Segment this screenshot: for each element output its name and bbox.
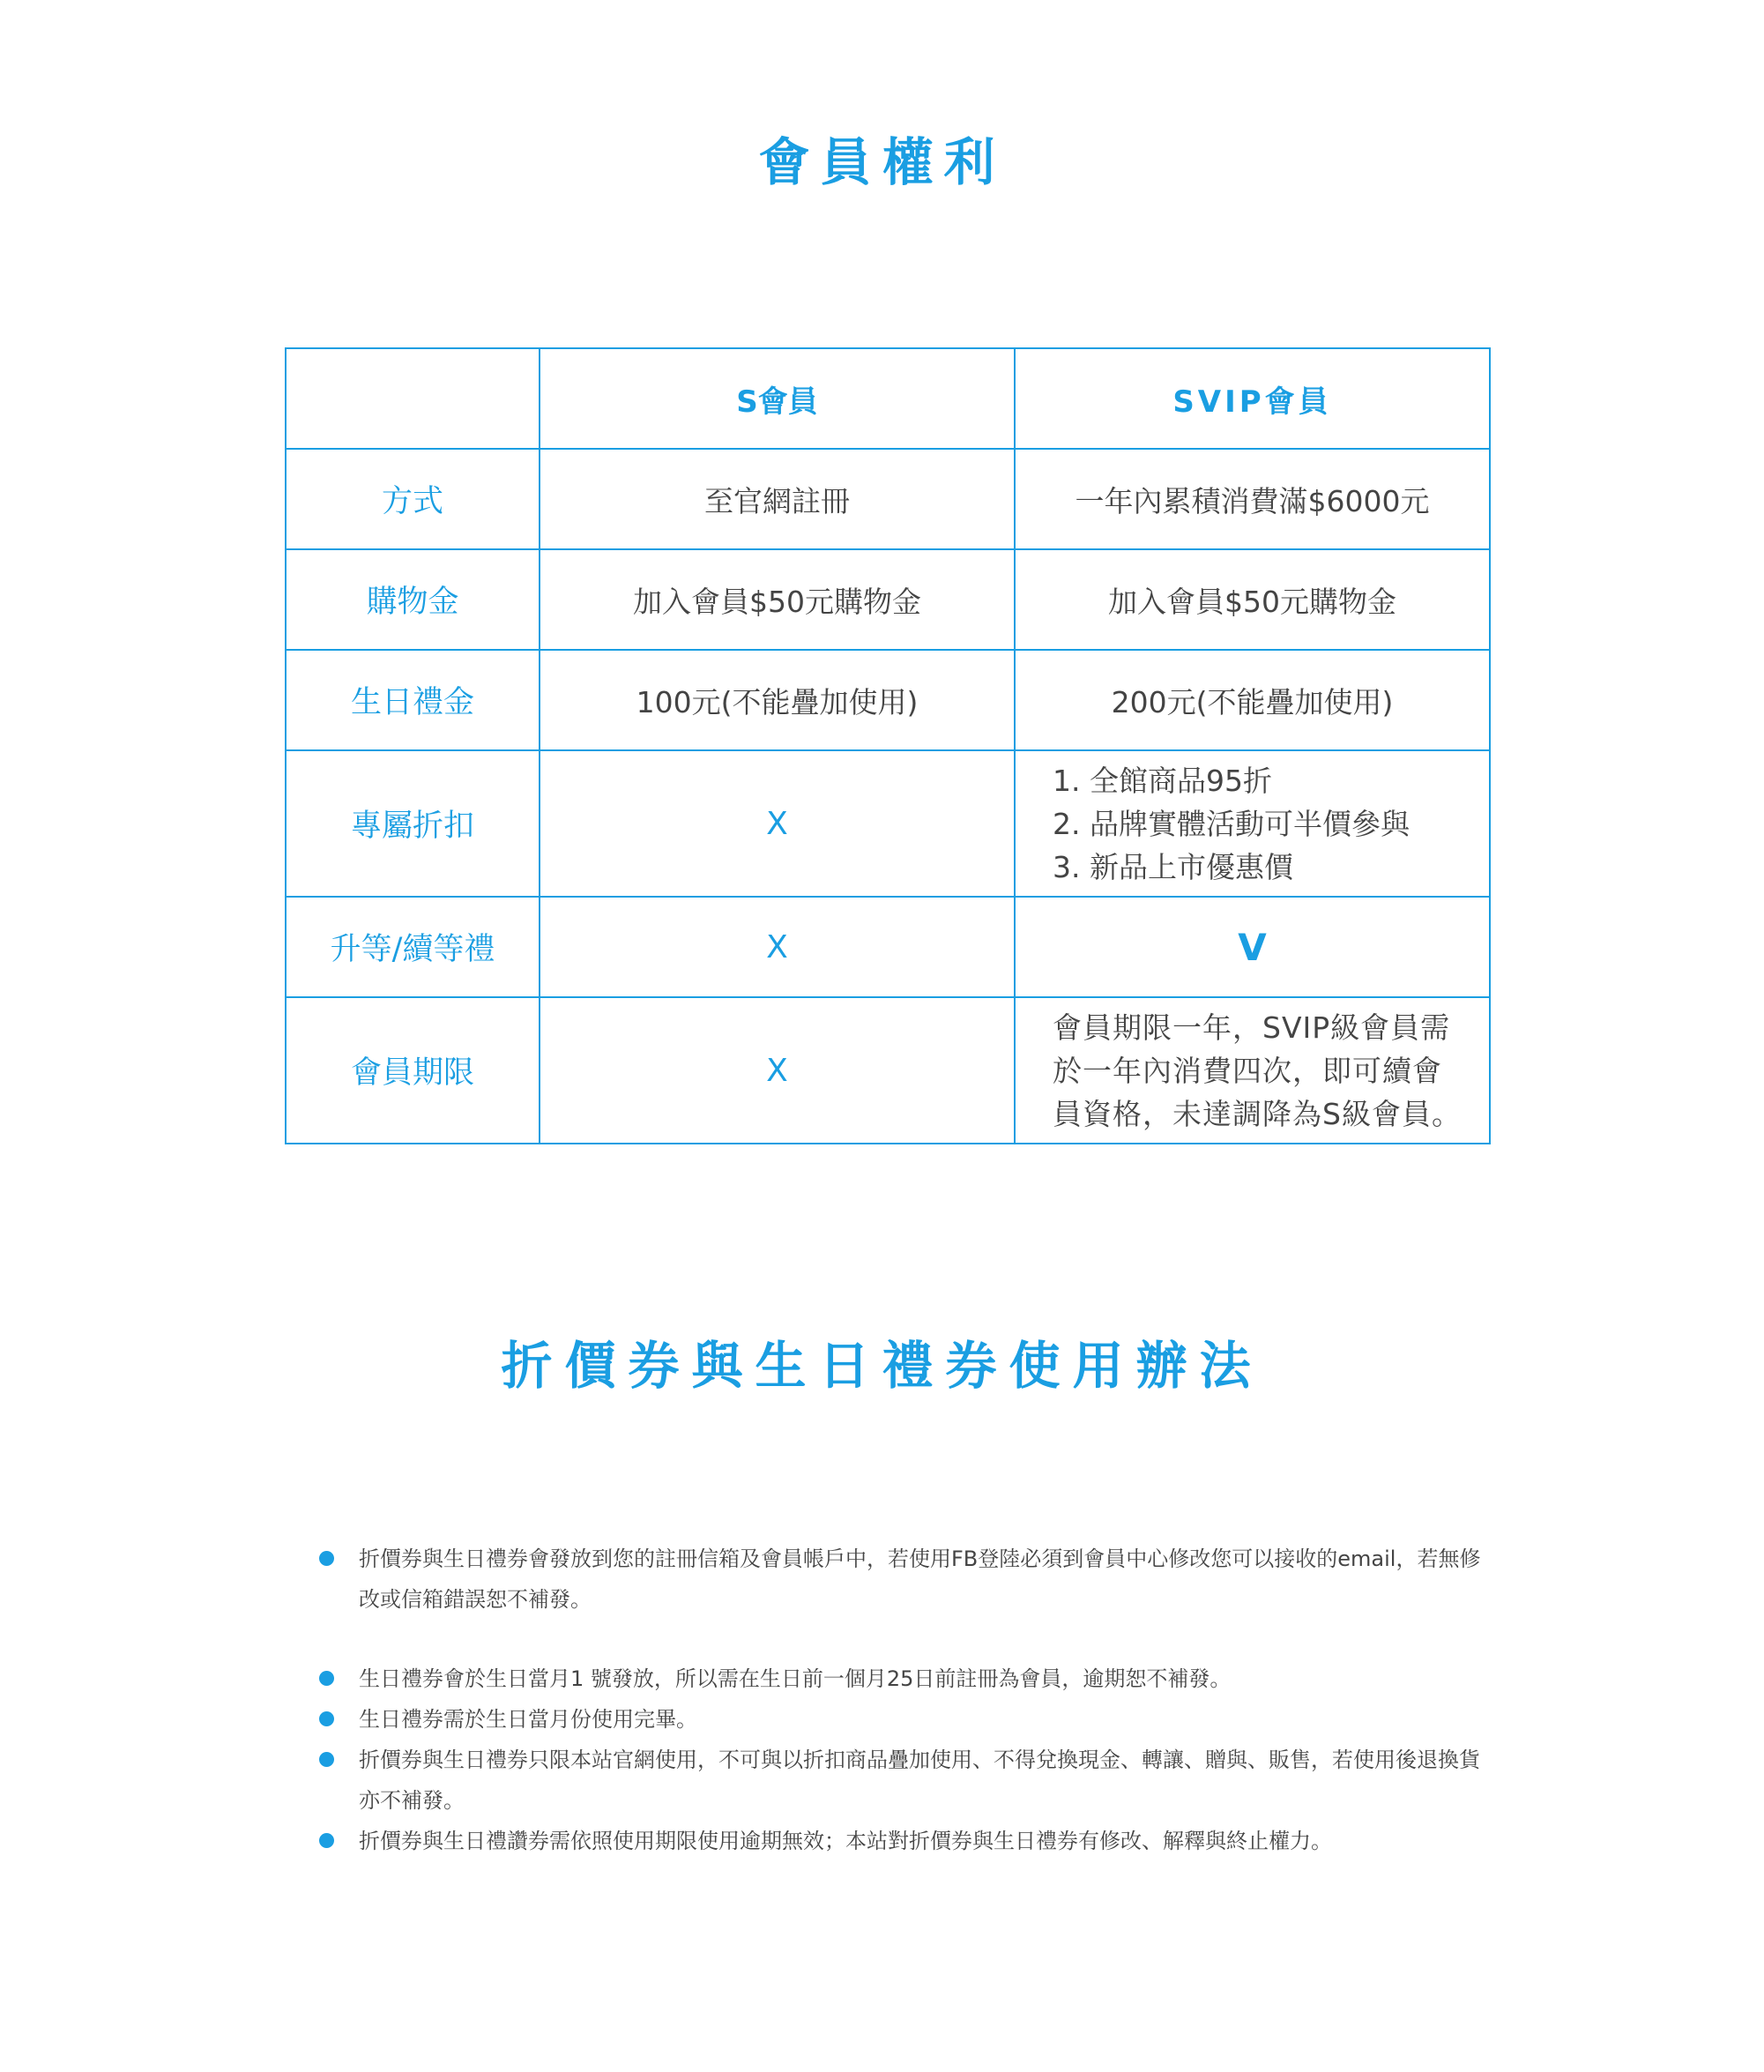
table-row [286, 750, 1490, 897]
membership-benefits-table [285, 347, 1491, 1144]
svip-membership-term: 會員期限一年，SVIP級會員需於一年內消費四次，即可續會員資格，未達調降為S級會員。 [1015, 997, 1490, 1144]
bullet-dot-icon [319, 1833, 334, 1848]
list-item [319, 1740, 1483, 1821]
table-header-row [286, 348, 1490, 449]
svip-shopping-credit: 加入會員$50元購物金 [1015, 549, 1490, 650]
svip-exclusive-discount-list [1015, 750, 1490, 897]
table-row [286, 997, 1490, 1144]
s-birthday-gift: 100元(不能疊加使用) [540, 650, 1015, 750]
s-method: 至官網註冊 [540, 449, 1015, 549]
coupon-rules-list [319, 1539, 1483, 1861]
list-item: 1. 全館商品95折 [1053, 763, 1272, 798]
list-item: 3. 新品上市優惠價 [1053, 849, 1293, 884]
list-item [319, 1821, 1483, 1861]
list-item [319, 1658, 1483, 1699]
rule-text: 折價券與生日禮券只限本站官網使用，不可與以折扣商品疊加使用、不得兌換現金、轉讓、贈與、販售，若使用後退換貨亦不補發。 [359, 1748, 1480, 1813]
list-item: 2. 品牌實體活動可半價參與 [1053, 806, 1410, 841]
benefits-title: 會員權利 [758, 132, 1006, 192]
row-label-shopping-credit: 購物金 [286, 549, 540, 650]
rule-text: 生日禮券需於生日當月份使用完畢。 [359, 1707, 697, 1732]
header-svip-member: SVIP會員 [1015, 348, 1490, 449]
rule-text: 折價券與生日禮讚券需依照使用期限使用逾期無效；本站對折價券與生日禮券有修改、解釋與終止權力。 [359, 1829, 1332, 1853]
row-label-method: 方式 [286, 449, 540, 549]
coupon-rules-title: 折價券與生日禮券使用辦法 [501, 1336, 1263, 1396]
table-row [286, 650, 1490, 750]
s-exclusive-discount-x-mark: X [540, 750, 1015, 897]
rule-text: 生日禮券會於生日當月1 號發放，所以需在生日前一個月25日前註冊為會員，逾期恕不補發。 [359, 1666, 1232, 1691]
rule-text: 折價券與生日禮券會發放到您的註冊信箱及會員帳戶中，若使用FB登陸必須到會員中心修改您可以接收的email，若無修改或信箱錯誤恕不補發。 [359, 1547, 1481, 1612]
s-upgrade-gift-x-mark: X [540, 897, 1015, 997]
svip-birthday-gift: 200元(不能疊加使用) [1015, 650, 1490, 750]
table-row [286, 897, 1490, 997]
svip-method: 一年內累積消費滿$6000元 [1015, 449, 1490, 549]
table-row [286, 449, 1490, 549]
bullet-dot-icon [319, 1711, 334, 1726]
svip-upgrade-gift-check-mark: V [1015, 897, 1490, 997]
row-label-membership-term: 會員期限 [286, 997, 540, 1144]
bullet-dot-icon [319, 1752, 334, 1767]
row-label-birthday-gift: 生日禮金 [286, 650, 540, 750]
row-label-exclusive-discount: 專屬折扣 [286, 750, 540, 897]
list-item [319, 1699, 1483, 1740]
s-shopping-credit: 加入會員$50元購物金 [540, 549, 1015, 650]
bullet-dot-icon [319, 1671, 334, 1686]
row-label-upgrade-gift: 升等/續等禮 [286, 897, 540, 997]
header-s-member: S會員 [540, 348, 1015, 449]
table-row [286, 549, 1490, 650]
bullet-dot-icon [319, 1551, 334, 1566]
s-membership-term-x-mark: X [540, 997, 1015, 1144]
header-empty-cell [286, 348, 540, 449]
list-item [319, 1539, 1483, 1620]
